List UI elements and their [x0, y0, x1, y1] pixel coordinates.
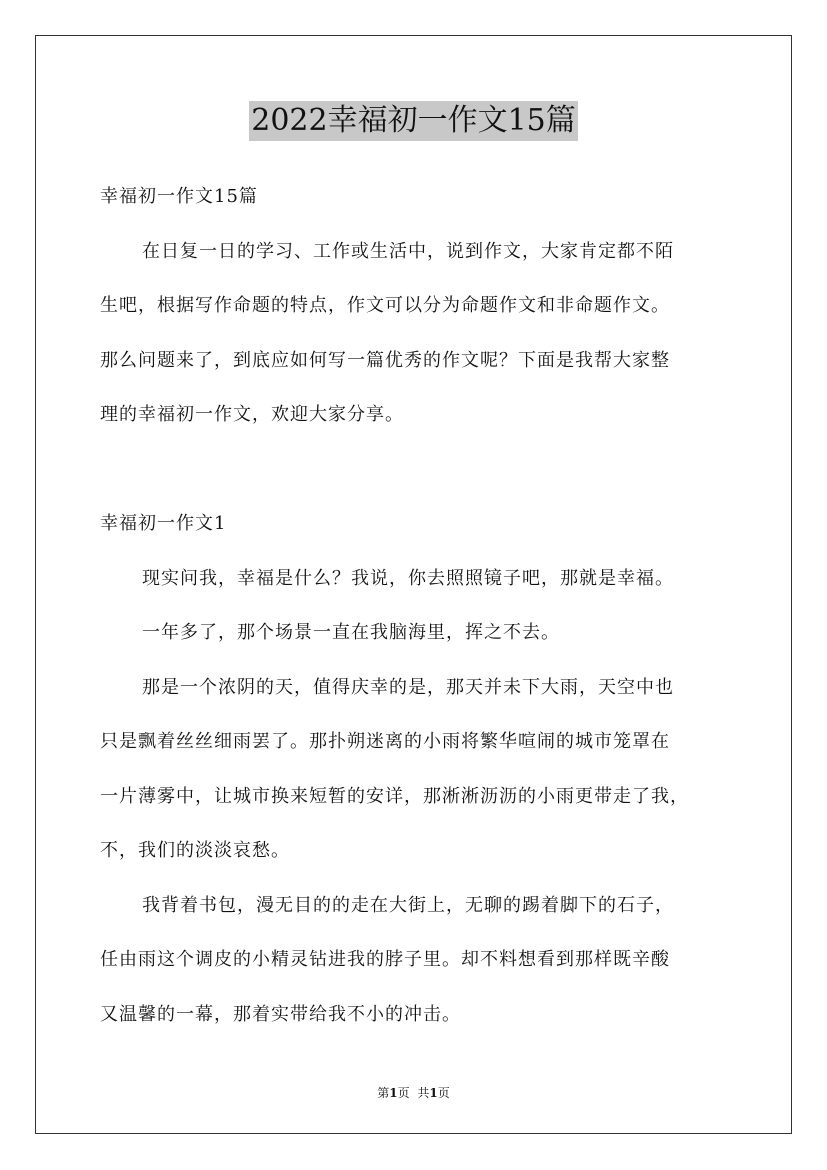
page-prefix: 第 — [377, 1086, 390, 1100]
section-heading: 幸福初一作文15篇 — [100, 186, 258, 207]
page-suffix: 页 — [397, 1086, 410, 1100]
paragraph-line: 我背着书包，漫无目的的走在大街上，无聊的踢着脚下的石子， — [142, 894, 674, 916]
paragraph-line: 那是一个浓阴的天，值得庆幸的是，那天并未下大雨，天空中也 — [142, 676, 674, 698]
blank-line — [100, 443, 740, 498]
paragraph-line: 一年多了，那个场景一直在我脑海里，挥之不去。 — [142, 622, 560, 643]
paragraph-line: 又温馨的一幕，那着实带给我不小的冲击。 — [100, 1003, 461, 1025]
page-number: 1 — [389, 1086, 398, 1100]
paragraph-line: 在日复一日的学习、工作或生活中，说到作文，大家肯定都不陌 — [142, 240, 674, 262]
paragraph-line: 一片薄雾中，让城市换来短暂的安详，那淅淅沥沥的小雨更带走了我， — [100, 785, 689, 807]
document-title: 2022幸福初一作文15篇 — [249, 101, 578, 141]
total-prefix: 共 — [417, 1086, 430, 1100]
paragraph-line: 生吧，根据写作命题的特点，作文可以分为命题作文和非命题作文。 — [100, 295, 670, 316]
paragraph-line: 不，我们的淡淡哀愁。 — [100, 840, 290, 861]
paragraph-line: 现实问我，幸福是什么？我说，你去照照镜子吧，那就是幸福。 — [142, 567, 674, 589]
paragraph-line: 理的幸福初一作文，欢迎大家分享。 — [100, 404, 404, 425]
total-suffix: 页 — [437, 1086, 450, 1100]
total-pages: 1 — [429, 1086, 438, 1100]
page-footer — [0, 1084, 827, 1101]
paragraph-line: 那么问题来了，到底应如何写一篇优秀的作文呢？下面是我帮大家整 — [100, 349, 670, 371]
document-body — [100, 170, 740, 1042]
section-heading: 幸福初一作文1 — [100, 513, 227, 534]
title-container — [0, 101, 827, 141]
paragraph-line: 任由雨这个调皮的小精灵钻进我的脖子里。却不料想看到那样既辛酸 — [100, 949, 670, 970]
paragraph-line: 只是飘着丝丝细雨罢了。那扑朔迷离的小雨将繁华喧闹的城市笼罩在 — [100, 731, 670, 752]
